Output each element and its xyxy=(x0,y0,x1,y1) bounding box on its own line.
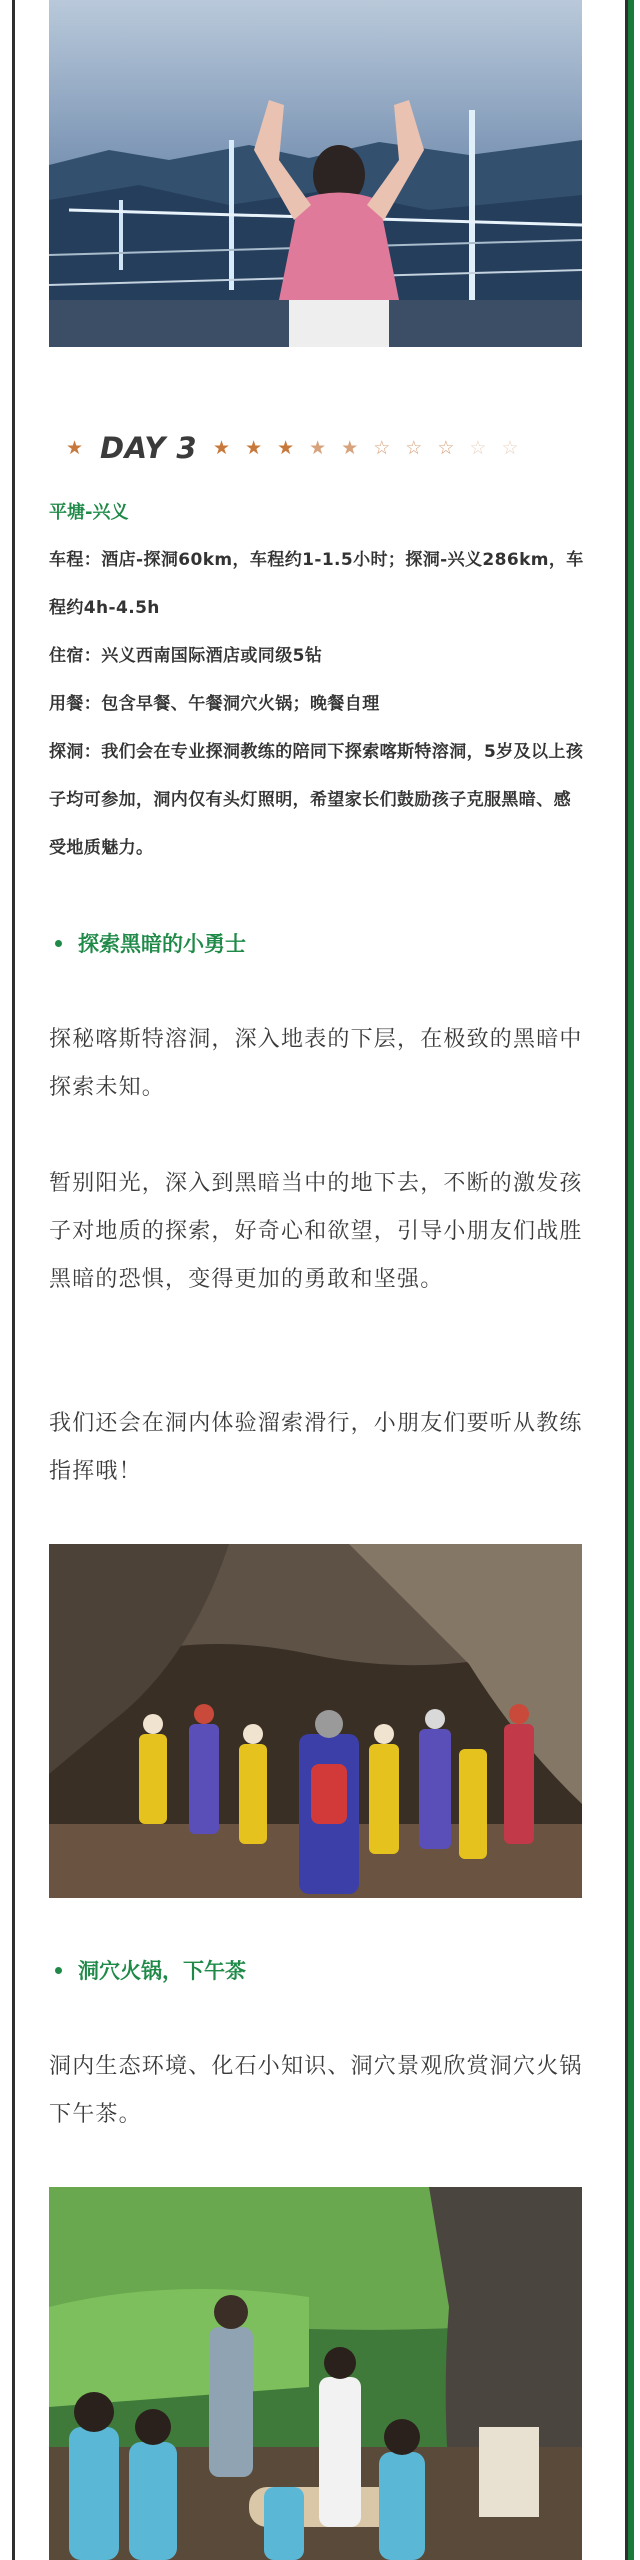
bullet-dot-icon xyxy=(55,940,62,947)
section-title-cave-hotpot xyxy=(55,1955,246,1985)
transport-info: 车程：酒店-探洞60km，车程约1-1.5小时；探洞-兴义286km，车程约4h-4.5h xyxy=(49,550,584,618)
activity-info: 探洞：我们会在专业探洞教练的陪同下探索喀斯特溶洞，5岁及以上孩子均可参加，洞内仅有头灯照明，希望家长们鼓励孩子克服黑暗、感受地质魅力。 xyxy=(49,742,584,858)
section1-paragraph: 暂别阳光，深入到黑暗当中的地下去，不断的激发孩子对地质的探索，好奇心和欲望，引导小朋友们战胜黑暗的恐惧，变得更加的勇敢和坚强。 xyxy=(49,1171,583,1292)
section1-paragraph: 探秘喀斯特溶洞，深入地表的下层，在极致的黑暗中探索未知。 xyxy=(49,1027,583,1100)
section-title-text: 探索黑暗的小勇士 xyxy=(78,932,246,956)
left-border xyxy=(12,0,15,2560)
section2-paragraph: 洞内生态环境、化石小知识、洞穴景观欣赏洞穴火锅下午茶。 xyxy=(49,2054,583,2127)
rating-star-outline-icon: ☆ xyxy=(405,436,423,459)
day-rating-row xyxy=(66,428,533,468)
bullet-dot-icon xyxy=(55,1967,62,1974)
day-label: DAY 3 xyxy=(100,431,198,465)
photo-bridge-heart xyxy=(49,0,582,347)
route-heading: 平塘-兴义 xyxy=(49,502,129,523)
hotel-info: 住宿：兴义西南国际酒店或同级5钻 xyxy=(49,646,323,666)
rating-star-icon: ★ xyxy=(341,436,359,459)
rating-star-icon: ★ xyxy=(245,436,263,459)
rating-star-outline-icon: ☆ xyxy=(437,436,455,459)
photo-cave-picnic xyxy=(49,2187,582,2560)
photo-cave-group xyxy=(49,1544,582,1898)
rating-star-icon: ★ xyxy=(213,436,231,459)
rating-star-outline-icon: ☆ xyxy=(501,436,519,459)
rating-star-icon: ★ xyxy=(66,436,84,459)
rating-star-outline-icon: ☆ xyxy=(373,436,391,459)
right-accent-border xyxy=(628,0,634,2560)
rating-star-outline-icon: ☆ xyxy=(469,436,487,459)
meals-info: 用餐：包含早餐、午餐洞穴火锅；晚餐自理 xyxy=(49,694,380,714)
rating-star-icon: ★ xyxy=(309,436,327,459)
rating-star-icon: ★ xyxy=(277,436,295,459)
section-title-text: 洞穴火锅，下午茶 xyxy=(78,1959,246,1983)
section1-paragraph: 我们还会在洞内体验溜索滑行，小朋友们要听从教练指挥哦！ xyxy=(49,1411,583,1484)
section-title-cave-explorer xyxy=(55,928,246,958)
